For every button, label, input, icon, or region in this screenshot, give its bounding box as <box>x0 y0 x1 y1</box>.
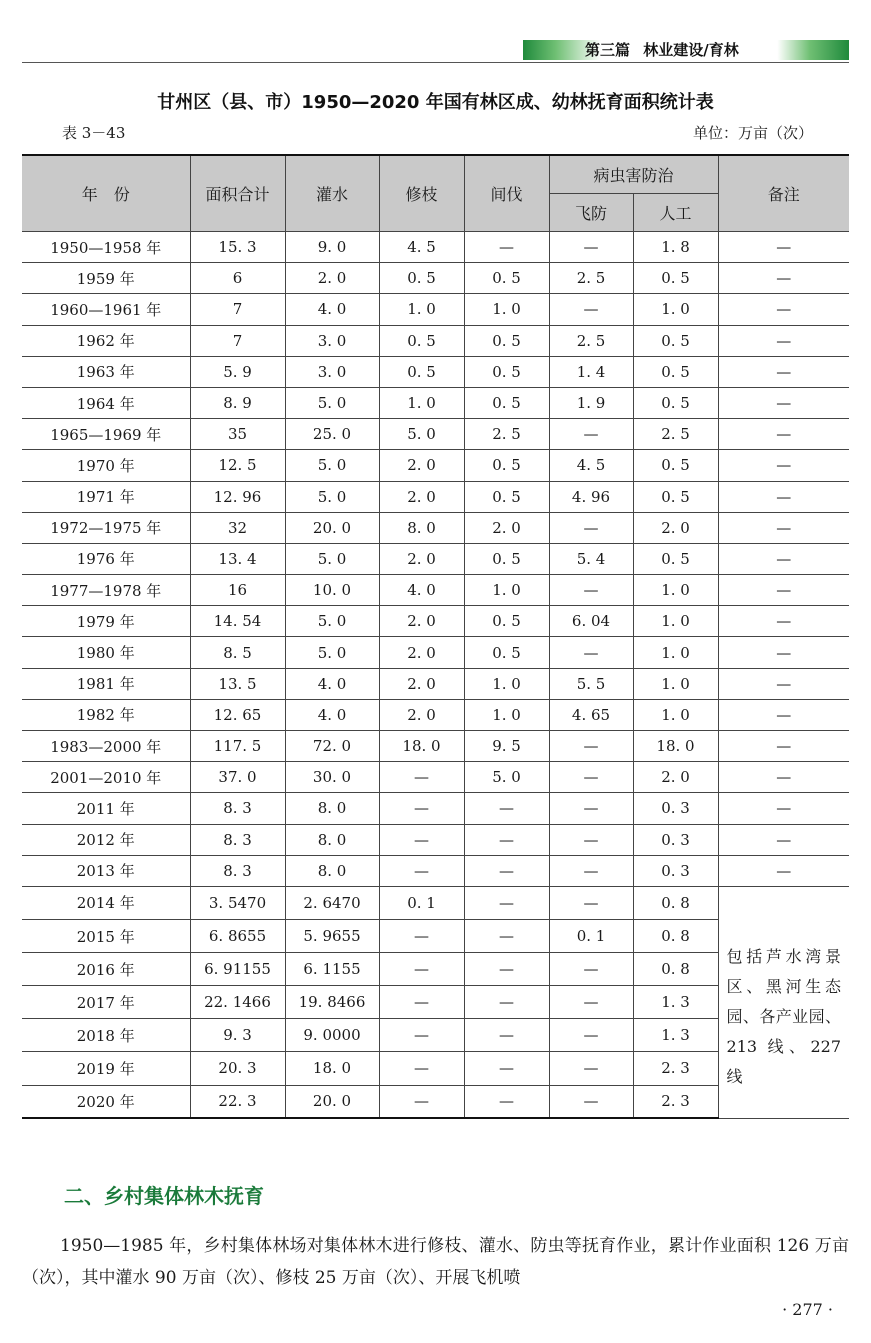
header-rule <box>22 62 849 63</box>
table-cell: 6. 1155 <box>285 953 379 986</box>
table-cell: 0. 3 <box>633 793 718 824</box>
table-cell: 4. 0 <box>379 575 464 606</box>
table-cell: 0. 5 <box>464 543 549 574</box>
table-cell: 7 <box>190 325 285 356</box>
table-cell: 8. 0 <box>285 793 379 824</box>
table-cell: — <box>464 1052 549 1085</box>
table-cell: 0. 5 <box>379 356 464 387</box>
table-cell: — <box>379 1085 464 1118</box>
table-row <box>22 606 849 637</box>
table-cell: — <box>718 419 849 450</box>
table-cell: — <box>549 762 633 793</box>
table-cell: 1983—2000 年 <box>22 731 190 762</box>
table-cell: 18. 0 <box>633 731 718 762</box>
table-cell: — <box>379 824 464 855</box>
table-cell: 0. 1 <box>379 886 464 919</box>
table-cell: — <box>549 512 633 543</box>
table-cell: — <box>549 1019 633 1052</box>
table-cell: 1962 年 <box>22 325 190 356</box>
table-cell: — <box>464 886 549 919</box>
col-header-note: 备注 <box>718 155 849 232</box>
table-cell: 1. 0 <box>464 294 549 325</box>
table-row <box>22 481 849 512</box>
table-cell: — <box>549 419 633 450</box>
table-cell: 2. 0 <box>379 637 464 668</box>
table-cell: 2001—2010 年 <box>22 762 190 793</box>
table-cell: 25. 0 <box>285 419 379 450</box>
col-header-water: 灌水 <box>285 155 379 232</box>
table-row <box>22 699 849 730</box>
table-row <box>22 294 849 325</box>
table-cell: 2019 年 <box>22 1052 190 1085</box>
table-cell: 12. 96 <box>190 481 285 512</box>
table-cell: — <box>549 953 633 986</box>
table-cell: 1. 0 <box>633 699 718 730</box>
table-cell: 22. 1466 <box>190 986 285 1019</box>
table-cell: — <box>718 762 849 793</box>
table-cell: 4. 0 <box>285 294 379 325</box>
statistics-table <box>22 154 849 1119</box>
table-cell: — <box>718 263 849 294</box>
table-cell: 0. 8 <box>633 886 718 919</box>
table-cell: — <box>549 886 633 919</box>
table-cell: 6. 91155 <box>190 953 285 986</box>
table-cell: 0. 5 <box>633 543 718 574</box>
table-cell: 1963 年 <box>22 356 190 387</box>
table-cell: — <box>718 824 849 855</box>
table-cell: 1960—1961 年 <box>22 294 190 325</box>
table-cell: 37. 0 <box>190 762 285 793</box>
table-cell: — <box>379 1019 464 1052</box>
table-cell: 20. 0 <box>285 512 379 543</box>
table-cell: 2. 3 <box>633 1052 718 1085</box>
table-cell: — <box>718 294 849 325</box>
table-cell: 2013 年 <box>22 855 190 886</box>
table-cell: 2. 0 <box>379 481 464 512</box>
table-cell: 2017 年 <box>22 986 190 1019</box>
table-number: 表 3－43 <box>62 124 126 142</box>
table-cell: 2011 年 <box>22 793 190 824</box>
table-cell: — <box>549 232 633 263</box>
table-cell: — <box>379 1052 464 1085</box>
table-cell: — <box>549 637 633 668</box>
table-cell: — <box>549 294 633 325</box>
table-cell: 2014 年 <box>22 886 190 919</box>
table-cell: 20. 3 <box>190 1052 285 1085</box>
table-cell: — <box>379 986 464 1019</box>
table-cell: — <box>549 824 633 855</box>
table-row <box>22 575 849 606</box>
table-cell: 1. 8 <box>633 232 718 263</box>
table-row <box>22 855 849 886</box>
table-cell: 1980 年 <box>22 637 190 668</box>
table-cell: — <box>379 793 464 824</box>
table-cell: 0. 5 <box>464 356 549 387</box>
table-cell: — <box>718 543 849 574</box>
table-cell: 2. 0 <box>379 450 464 481</box>
table-cell: 22. 3 <box>190 1085 285 1118</box>
page-number: · 277 · <box>782 1300 833 1319</box>
table-cell: 0. 1 <box>549 920 633 953</box>
table-cell: — <box>464 855 549 886</box>
table-cell: 0. 5 <box>379 263 464 294</box>
table-cell: 117. 5 <box>190 731 285 762</box>
table-cell: 0. 5 <box>633 387 718 418</box>
table-cell: 0. 5 <box>464 450 549 481</box>
table-cell: 1965—1969 年 <box>22 419 190 450</box>
table-cell: 2020 年 <box>22 1085 190 1118</box>
table-cell: 2012 年 <box>22 824 190 855</box>
col-header-prune: 修枝 <box>379 155 464 232</box>
table-cell: 13. 4 <box>190 543 285 574</box>
header-part: 第三篇 <box>585 41 631 59</box>
table-cell: 2. 0 <box>379 668 464 699</box>
table-cell: 1971 年 <box>22 481 190 512</box>
table-cell: 9. 5 <box>464 731 549 762</box>
table-cell: 1. 0 <box>633 668 718 699</box>
table-cell: 8. 0 <box>379 512 464 543</box>
table-cell: 0. 8 <box>633 920 718 953</box>
table-row <box>22 886 849 919</box>
table-cell: — <box>549 793 633 824</box>
table-cell: 5. 0 <box>285 543 379 574</box>
table-cell: 1. 4 <box>549 356 633 387</box>
table-cell: 1950—1958 年 <box>22 232 190 263</box>
table-cell: 5. 5 <box>549 668 633 699</box>
table-cell: 4. 0 <box>285 668 379 699</box>
table-cell: 8. 9 <box>190 387 285 418</box>
table-cell: 0. 5 <box>633 325 718 356</box>
table-row <box>22 263 849 294</box>
table-cell: — <box>549 1052 633 1085</box>
table-cell: 7 <box>190 294 285 325</box>
table-cell: 2. 0 <box>379 699 464 730</box>
table-cell: — <box>549 1085 633 1118</box>
table-cell: 0. 3 <box>633 824 718 855</box>
table-cell: 20. 0 <box>285 1085 379 1118</box>
table-cell: 2. 0 <box>464 512 549 543</box>
table-cell: 5. 0 <box>285 637 379 668</box>
table-cell: 8. 3 <box>190 855 285 886</box>
table-cell: — <box>549 855 633 886</box>
table-row <box>22 512 849 543</box>
table-cell: 1. 0 <box>633 637 718 668</box>
table-cell: 2016 年 <box>22 953 190 986</box>
table-cell: 1. 3 <box>633 986 718 1019</box>
table-cell: — <box>718 606 849 637</box>
table-row <box>22 356 849 387</box>
table-cell: 0. 3 <box>633 855 718 886</box>
table-cell: — <box>464 1085 549 1118</box>
table-cell: 2. 5 <box>633 419 718 450</box>
table-cell: 1982 年 <box>22 699 190 730</box>
running-header <box>585 40 747 60</box>
table-row <box>22 793 849 824</box>
table-cell: 72. 0 <box>285 731 379 762</box>
header-section: 林业建设/育林 <box>643 41 739 59</box>
table-cell: — <box>718 668 849 699</box>
table-cell: — <box>718 387 849 418</box>
table-cell: 2. 0 <box>633 512 718 543</box>
table-cell: — <box>464 920 549 953</box>
table-cell: — <box>718 356 849 387</box>
table-cell: 9. 0 <box>285 232 379 263</box>
table-cell: 19. 8466 <box>285 986 379 1019</box>
section-heading: 二、乡村集体林木抚育 <box>64 1184 264 1208</box>
table-title: 甘州区（县、市）1950—2020 年国有林区成、幼林抚育面积统计表 <box>157 92 714 113</box>
table-cell: 18. 0 <box>379 731 464 762</box>
table-cell: 2. 0 <box>633 762 718 793</box>
table-cell: 6 <box>190 263 285 294</box>
table-cell: 8. 3 <box>190 824 285 855</box>
table-cell: 1. 0 <box>379 294 464 325</box>
table-cell: 5. 0 <box>379 419 464 450</box>
table-cell: 1. 0 <box>379 387 464 418</box>
table-cell: 30. 0 <box>285 762 379 793</box>
col-header-thin: 间伐 <box>464 155 549 232</box>
table-cell: 8. 5 <box>190 637 285 668</box>
table-cell: 3. 0 <box>285 325 379 356</box>
table-cell: — <box>464 953 549 986</box>
table-cell: — <box>718 512 849 543</box>
table-cell: 32 <box>190 512 285 543</box>
table-cell: 15. 3 <box>190 232 285 263</box>
table-cell: 5. 0 <box>464 762 549 793</box>
table-cell: 2015 年 <box>22 920 190 953</box>
body-paragraph: 1950—1985 年，乡村集体林场对集体林木进行修枝、灌水、防虫等抚育作业，累计作业面积 126 万亩（次），其中灌水 90 万亩（次）、修枝 25 万亩（次）、开展飞机喷 <box>22 1236 849 1288</box>
table-cell: 0. 5 <box>633 450 718 481</box>
merged-note-cell: 包括芦水湾景区、黑河生态园、各产业园、213 线、227 线 <box>718 886 849 1118</box>
table-cell: 1977—1978 年 <box>22 575 190 606</box>
table-cell: 5. 9 <box>190 356 285 387</box>
table-cell: — <box>718 699 849 730</box>
table-cell: 1. 0 <box>633 606 718 637</box>
table-cell: — <box>549 731 633 762</box>
table-cell: 1976 年 <box>22 543 190 574</box>
table-cell: — <box>464 793 549 824</box>
table-cell: — <box>464 232 549 263</box>
col-header-air: 飞防 <box>549 194 633 232</box>
table-cell: — <box>718 855 849 886</box>
table-row <box>22 387 849 418</box>
table-cell: 18. 0 <box>285 1052 379 1085</box>
table-row <box>22 668 849 699</box>
table-cell: — <box>464 986 549 1019</box>
table-cell: — <box>718 575 849 606</box>
table-cell: — <box>718 325 849 356</box>
table-cell: — <box>379 953 464 986</box>
table-cell: 1972—1975 年 <box>22 512 190 543</box>
table-cell: 0. 5 <box>633 481 718 512</box>
table-cell: 13. 5 <box>190 668 285 699</box>
table-cell: 16 <box>190 575 285 606</box>
table-cell: — <box>718 793 849 824</box>
table-cell: 10. 0 <box>285 575 379 606</box>
table-cell: — <box>464 1019 549 1052</box>
table-cell: — <box>718 481 849 512</box>
table-cell: 8. 0 <box>285 824 379 855</box>
table-cell: — <box>718 637 849 668</box>
table-cell: 2. 6470 <box>285 886 379 919</box>
table-cell: 4. 5 <box>549 450 633 481</box>
table-cell: — <box>379 920 464 953</box>
table-cell: 0. 5 <box>464 387 549 418</box>
col-header-total: 面积合计 <box>190 155 285 232</box>
table-row <box>22 731 849 762</box>
table-unit: 单位：万亩（次） <box>692 124 813 142</box>
table-cell: 12. 65 <box>190 699 285 730</box>
table-cell: 3. 5470 <box>190 886 285 919</box>
table-cell: 1. 9 <box>549 387 633 418</box>
table-cell: — <box>718 731 849 762</box>
table-row <box>22 762 849 793</box>
table-cell: — <box>379 762 464 793</box>
col-header-pest-control: 病虫害防治 <box>549 155 718 194</box>
table-cell: 0. 5 <box>633 263 718 294</box>
table-cell: 8. 3 <box>190 793 285 824</box>
table-cell: 2. 0 <box>379 606 464 637</box>
table-cell: 9. 0000 <box>285 1019 379 1052</box>
table-cell: — <box>718 232 849 263</box>
table-cell: 6. 8655 <box>190 920 285 953</box>
table-cell: 5. 0 <box>285 450 379 481</box>
table-cell: 35 <box>190 419 285 450</box>
table-cell: 6. 04 <box>549 606 633 637</box>
table-cell: 0. 5 <box>464 263 549 294</box>
table-cell: 0. 5 <box>379 325 464 356</box>
table-cell: 8. 0 <box>285 855 379 886</box>
col-header-year: 年 份 <box>22 155 190 232</box>
table-cell: 1959 年 <box>22 263 190 294</box>
table-row <box>22 543 849 574</box>
table-cell: — <box>464 824 549 855</box>
table-cell: 2. 5 <box>464 419 549 450</box>
table-cell: 2. 5 <box>549 325 633 356</box>
table-cell: 14. 54 <box>190 606 285 637</box>
table-cell: 1970 年 <box>22 450 190 481</box>
table-cell: 2018 年 <box>22 1019 190 1052</box>
table-row <box>22 419 849 450</box>
table-cell: 4. 65 <box>549 699 633 730</box>
table-cell: 3. 0 <box>285 356 379 387</box>
col-header-manual: 人工 <box>633 194 718 232</box>
table-cell: 2. 0 <box>285 263 379 294</box>
table-cell: 5. 9655 <box>285 920 379 953</box>
table-cell: 5. 0 <box>285 606 379 637</box>
table-cell: 12. 5 <box>190 450 285 481</box>
table-cell: — <box>549 575 633 606</box>
table-row <box>22 232 849 263</box>
table-cell: 5. 0 <box>285 481 379 512</box>
table-row <box>22 450 849 481</box>
table-cell: — <box>549 986 633 1019</box>
table-cell: 1. 3 <box>633 1019 718 1052</box>
table-cell: 2. 0 <box>379 543 464 574</box>
table-cell: 0. 5 <box>464 325 549 356</box>
table-cell: 0. 5 <box>464 481 549 512</box>
table-cell: 4. 0 <box>285 699 379 730</box>
table-cell: 0. 8 <box>633 953 718 986</box>
table-cell: 9. 3 <box>190 1019 285 1052</box>
table-cell: 0. 5 <box>464 606 549 637</box>
table-row <box>22 824 849 855</box>
table-cell: 1. 0 <box>464 575 549 606</box>
table-cell: 4. 96 <box>549 481 633 512</box>
table-cell: 5. 4 <box>549 543 633 574</box>
table-cell: 1. 0 <box>464 668 549 699</box>
table-cell: 1. 0 <box>633 575 718 606</box>
table-cell: 1. 0 <box>464 699 549 730</box>
table-cell: 1964 年 <box>22 387 190 418</box>
table-row <box>22 637 849 668</box>
table-cell: 0. 5 <box>633 356 718 387</box>
table-row <box>22 325 849 356</box>
table-cell: 1979 年 <box>22 606 190 637</box>
table-cell: — <box>718 450 849 481</box>
table-cell: 1981 年 <box>22 668 190 699</box>
table-cell: 1. 0 <box>633 294 718 325</box>
table-cell: 2. 5 <box>549 263 633 294</box>
table-cell: 2. 3 <box>633 1085 718 1118</box>
table-cell: 5. 0 <box>285 387 379 418</box>
table-cell: 4. 5 <box>379 232 464 263</box>
table-cell: 0. 5 <box>464 637 549 668</box>
table-cell: — <box>379 855 464 886</box>
